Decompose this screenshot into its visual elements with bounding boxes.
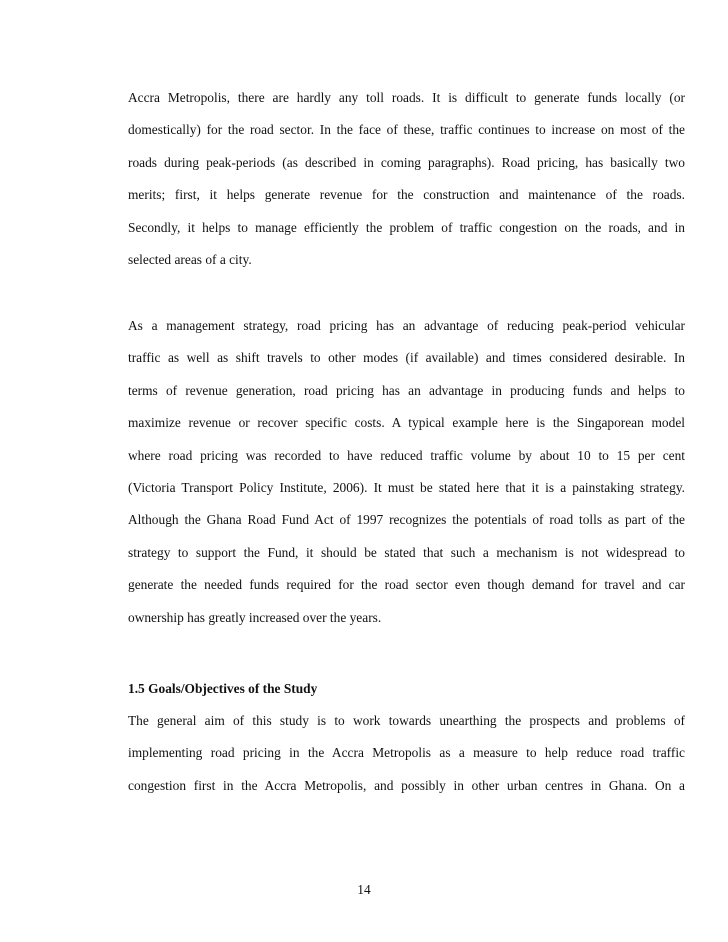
paragraph-line: maximize revenue or recover specific costs. A typical example here is the Singaporean model [128, 415, 685, 431]
paragraph-line: generate the needed funds required for the road sector even though demand for travel and car [128, 577, 685, 593]
paragraph-line: Although the Ghana Road Fund Act of 1997 recognizes the potentials of road tolls as part of the [128, 512, 685, 528]
paragraph-1 [128, 82, 685, 276]
paragraph-line: congestion first in the Accra Metropolis, and possibly in other urban centres in Ghana. On a [128, 777, 685, 793]
paragraph-line: selected areas of a city. [128, 251, 252, 267]
paragraph-line: strategy to support the Fund, it should be stated that such a mechanism is not widespread to [128, 544, 685, 560]
paragraph-line: where road pricing was recorded to have reduced traffic volume by about 10 to 15 per cent [128, 447, 685, 463]
section-heading: 1.5 Goals/Objectives of the Study [128, 681, 318, 696]
paragraph-line: Accra Metropolis, there are hardly any toll roads. It is difficult to generate funds locally (or [128, 90, 685, 105]
paragraph-2 [128, 310, 685, 634]
paragraph-line: traffic as well as shift travels to other modes (if available) and times considered desirable. In [128, 350, 685, 366]
paragraph-line: terms of revenue generation, road pricing has an advantage in producing funds and helps to [128, 382, 685, 398]
paragraph-line: The general aim of this study is to work towards unearthing the prospects and problems of [128, 713, 685, 728]
paragraph-line: roads during peak-periods (as described in coming paragraphs). Road pricing, has basically two [128, 154, 685, 170]
paragraph-line: implementing road pricing in the Accra Metropolis as a measure to help reduce road traffic [128, 745, 685, 761]
paragraph-3 [128, 705, 685, 802]
paragraph-line: ownership has greatly increased over the years. [128, 609, 382, 625]
paragraph-line: domestically) for the road sector. In the face of these, traffic continues to increase on most of the [128, 122, 685, 138]
paragraph-line: Secondly, it helps to manage efficiently the problem of traffic congestion on the roads, and in [128, 219, 685, 235]
page-number: 14 [357, 882, 371, 897]
paragraph-line: As a management strategy, road pricing has an advantage of reducing peak-period vehicular [128, 318, 685, 333]
paragraph-line: (Victoria Transport Policy Institute, 2006). It must be stated here that it is a painstaking strategy. [128, 479, 685, 495]
paragraph-line: merits; first, it helps generate revenue for the construction and maintenance of the roads. [128, 187, 685, 203]
